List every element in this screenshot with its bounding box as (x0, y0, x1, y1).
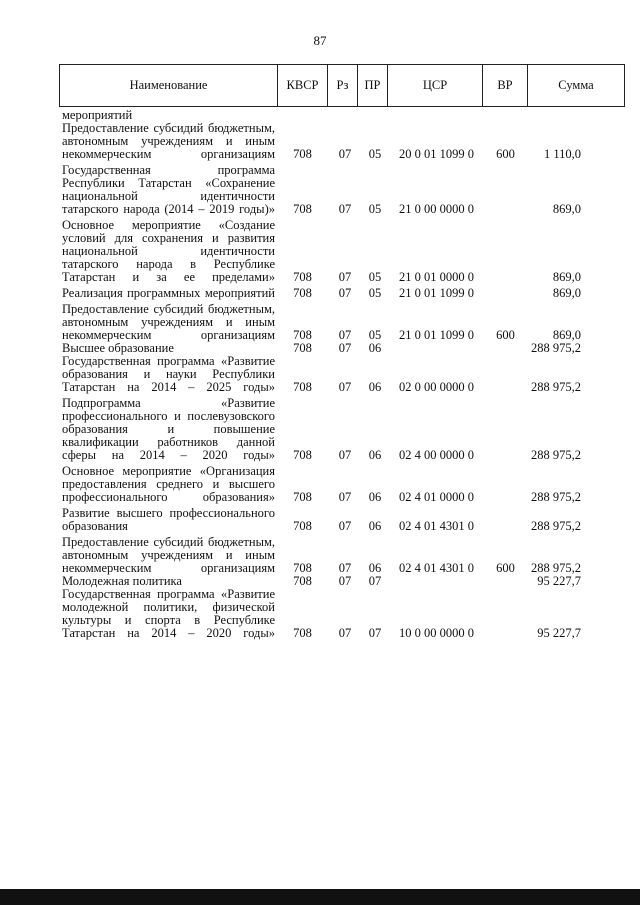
row-sum: 288 975,2 (531, 448, 581, 462)
header-vr: ВР (483, 65, 528, 107)
row-pr: 06 (368, 490, 382, 504)
row-vr (483, 164, 528, 216)
row-name: Молодежная политика (62, 574, 182, 588)
table-row (0, 588, 640, 640)
row-pr: 05 (368, 202, 382, 216)
row-rz: 07 (338, 574, 352, 588)
row-kvsr: 708 (293, 147, 312, 161)
row-kvsr: 708 (293, 574, 312, 588)
table-row (0, 507, 640, 533)
table-row (0, 219, 640, 284)
row-sum: 288 975,2 (531, 490, 581, 504)
row-rz: 07 (338, 328, 352, 342)
row-rz: 07 (338, 270, 352, 284)
row-pr: 06 (368, 561, 382, 575)
row-name: Основное мероприятие «Организация предоставления среднего и высшего профессионального образования» (62, 464, 275, 504)
row-csr: 21 0 01 0000 0 (399, 270, 474, 284)
header-pr: ПР (358, 65, 388, 107)
row-name: Предоставление субсидий бюджетным, автономным учреждениям и иным некоммерческим организациям (62, 535, 275, 575)
row-csr: 02 4 01 4301 0 (399, 561, 474, 575)
row-pr: 05 (368, 286, 382, 300)
row-name: Основное мероприятие «Создание условий для сохранения и развития национальной идентичности татарского народа в Республике Татарстан и за ее пределами» (62, 218, 275, 284)
row-vr (483, 507, 528, 533)
row-csr: 02 4 00 0000 0 (399, 448, 474, 462)
row-kvsr: 708 (293, 490, 312, 504)
row-name: Реализация программных мероприятий (62, 286, 275, 300)
row-csr: 02 0 00 0000 0 (399, 380, 474, 394)
row-name: мероприятий (62, 108, 133, 122)
row-kvsr: 708 (293, 626, 312, 640)
row-rz: 07 (338, 286, 352, 300)
row-pr: 06 (368, 448, 382, 462)
row-sum: 869,0 (552, 328, 581, 342)
row-vr: 600 (496, 328, 515, 342)
table-row (0, 122, 640, 161)
table-row (0, 164, 640, 216)
row-sum: 869,0 (552, 286, 581, 300)
row-sum: 1 110,0 (543, 147, 581, 161)
row-rz: 07 (338, 380, 352, 394)
header-rz: Рз (328, 65, 358, 107)
row-sum: 869,0 (552, 202, 581, 216)
row-name: Предоставление субсидий бюджетным, автономным учреждениям и иным некоммерческим организациям (62, 121, 275, 161)
row-csr (390, 342, 483, 355)
row-kvsr: 708 (293, 286, 312, 300)
row-rz: 07 (338, 448, 352, 462)
header-name: Наименование (60, 65, 278, 107)
row-vr (483, 287, 528, 300)
row-rz: 07 (338, 202, 352, 216)
row-kvsr: 708 (293, 202, 312, 216)
table-body (0, 109, 640, 640)
row-csr (390, 575, 483, 588)
row-name: Предоставление субсидий бюджетным, автономным учреждениям и иным некоммерческим организациям (62, 302, 275, 342)
row-sum: 288 975,2 (531, 561, 581, 575)
row-name: Высшее образование (62, 341, 174, 355)
row-csr: 21 0 01 1099 0 (399, 328, 474, 342)
row-pr: 05 (368, 270, 382, 284)
row-rz: 07 (338, 519, 352, 533)
row-csr: 02 4 01 4301 0 (399, 519, 474, 533)
row-csr: 20 0 01 1099 0 (399, 147, 474, 161)
row-sum: 869,0 (552, 270, 581, 284)
row-kvsr: 708 (293, 328, 312, 342)
row-kvsr: 708 (293, 270, 312, 284)
row-sum: 288 975,2 (531, 519, 581, 533)
header-sum: Сумма (528, 65, 625, 107)
row-pr: 05 (368, 147, 382, 161)
row-rz: 07 (338, 341, 352, 355)
table-row (0, 465, 640, 504)
row-vr (483, 219, 528, 284)
row-rz: 07 (338, 147, 352, 161)
row-kvsr: 708 (293, 561, 312, 575)
row-sum: 288 975,2 (531, 341, 581, 355)
row-csr: 02 4 01 0000 0 (399, 490, 474, 504)
header-kvsr: КВСР (278, 65, 328, 107)
row-csr: 21 0 01 1099 0 (399, 286, 474, 300)
row-kvsr: 708 (293, 448, 312, 462)
row-vr (483, 588, 528, 640)
table-header (59, 64, 625, 107)
table-row (0, 287, 640, 300)
row-pr: 06 (368, 519, 382, 533)
row-sum: 95 227,7 (537, 574, 581, 588)
row-pr: 05 (368, 328, 382, 342)
row-kvsr: 708 (293, 380, 312, 394)
row-pr: 07 (368, 626, 382, 640)
row-name: Государственная программа «Развитие молодежной политики, физической культуры и спорта в Республике Татарстан на 2014 – 2020 годы» (62, 587, 275, 640)
row-rz: 07 (338, 490, 352, 504)
row-csr: 21 0 00 0000 0 (399, 202, 474, 216)
row-vr: 600 (496, 147, 515, 161)
table-row (0, 536, 640, 575)
row-rz: 07 (338, 561, 352, 575)
row-vr (483, 397, 528, 462)
row-csr: 10 0 00 0000 0 (399, 626, 474, 640)
row-vr (483, 465, 528, 504)
row-pr: 06 (368, 380, 382, 394)
row-name: Подпрограмма «Развитие профессионального и послевузовского образования и повышение квалификации работников данной сферы на 2014 – 2020 годы» (62, 396, 275, 462)
row-vr: 600 (496, 561, 515, 575)
row-vr (483, 342, 528, 355)
row-vr (483, 355, 528, 394)
row-sum: 288 975,2 (531, 380, 581, 394)
table-row (0, 397, 640, 462)
row-rz: 07 (338, 626, 352, 640)
row-name: Государственная программа Республики Татарстан «Сохранение национальной идентичности татарского народа (2014 – 2019 годы)» (62, 163, 275, 216)
row-pr: 06 (368, 341, 382, 355)
page-number: 87 (313, 33, 327, 48)
row-vr (483, 575, 528, 588)
row-sum: 95 227,7 (537, 626, 581, 640)
row-name: Государственная программа «Развитие образования и науки Республики Татарстан на 2014 – 2025 годы» (62, 354, 275, 394)
table-row (0, 355, 640, 394)
row-pr: 07 (368, 574, 382, 588)
scan-edge (0, 889, 640, 905)
row-kvsr: 708 (293, 519, 312, 533)
row-kvsr: 708 (293, 341, 312, 355)
header-csr: ЦСР (388, 65, 483, 107)
table-row (0, 303, 640, 342)
row-name: Развитие высшего профессионального образования (62, 506, 275, 533)
